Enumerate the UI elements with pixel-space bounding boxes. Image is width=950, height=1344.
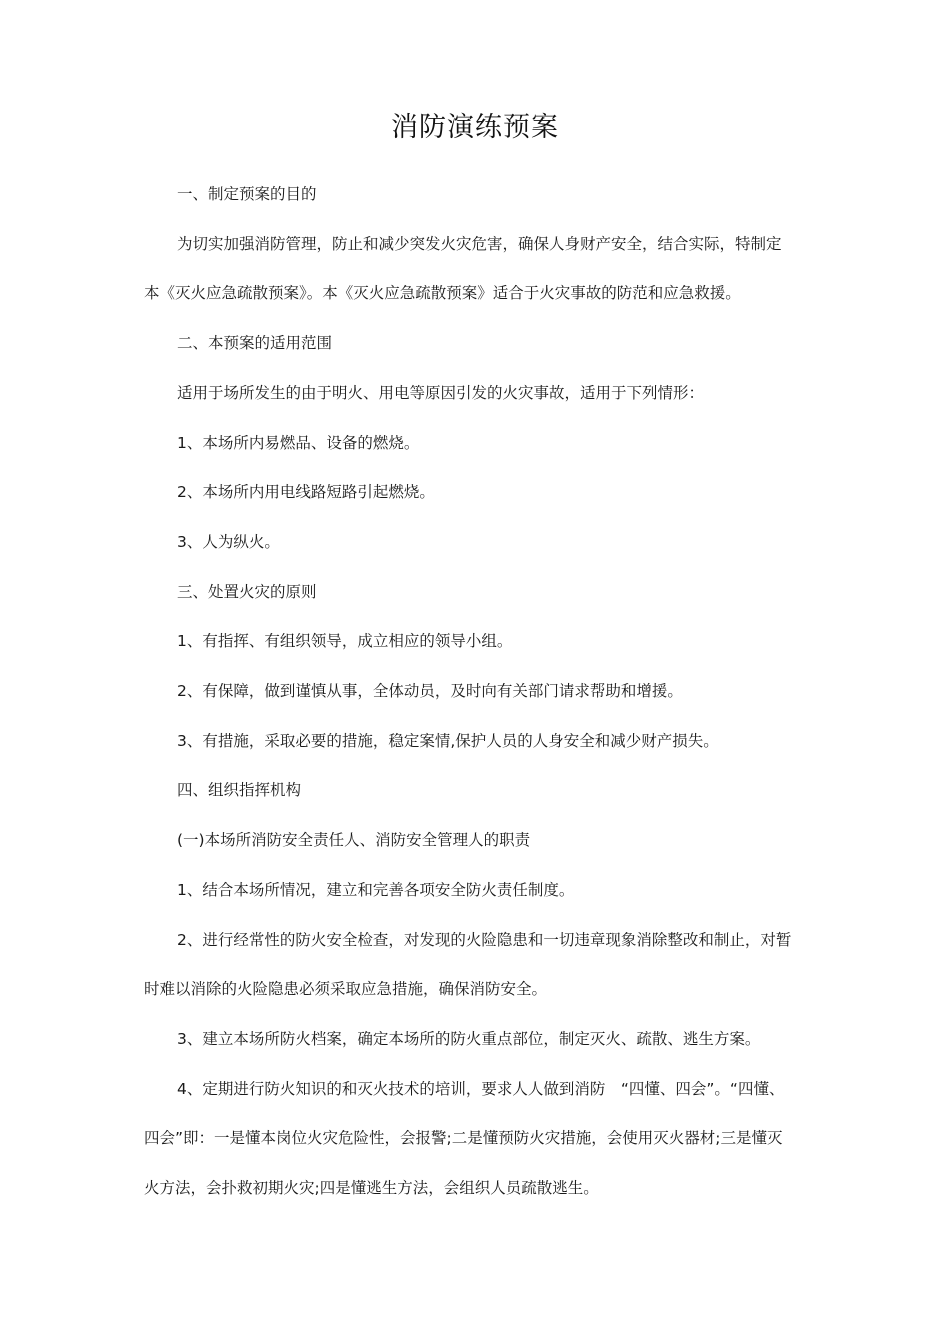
list-item: 1、结合本场所情况，建立和完善各项安全防火责任制度。 <box>177 880 575 899</box>
paragraph-line: 4、定期进行防火知识的和灭火技术的培训，要求人人做到消防 “四懂、四会”。“四懂、 <box>177 1079 785 1098</box>
document-title: 消防演练预案 <box>391 112 559 143</box>
list-item: 3、人为纵火。 <box>177 532 280 551</box>
list-item: 2、有保障，做到谨慎从事，全体动员，及时向有关部门请求帮助和增援。 <box>177 682 683 701</box>
section-heading-organization: 四、组织指挥机构 <box>177 781 302 800</box>
section-heading-principles: 三、处置火灾的原则 <box>177 582 317 601</box>
list-item: 1、有指挥、有组织领导，成立相应的领导小组。 <box>177 632 513 651</box>
section-heading-scope: 二、本预案的适用范围 <box>177 334 333 353</box>
list-item: 3、建立本场所防火档案，确定本场所的防火重点部位，制定灭火、疏散、逃生方案。 <box>177 1029 761 1048</box>
paragraph-line: 时难以消除的火险隐患必须采取应急措施，确保消防安全。 <box>144 980 548 999</box>
list-item: 3、有措施，采取必要的措施，稳定案情,保护人员的人身安全和减少财产损失。 <box>177 731 719 750</box>
paragraph-line: 2、进行经常性的防火安全检查，对发现的火险隐患和一切违章现象消除整改和制止，对暂 <box>177 930 792 949</box>
document-body <box>144 170 810 1214</box>
subsection-heading: (一)本场所消防安全责任人、消防安全管理人的职责 <box>177 831 531 850</box>
list-item: 1、本场所内易燃品、设备的燃烧。 <box>177 433 420 452</box>
paragraph-scope-intro: 适用于场所发生的由于明火、用电等原因引发的火灾事故，适用于下列情形： <box>177 383 705 402</box>
paragraph-purpose <box>144 220 810 319</box>
list-item: 2、本场所内用电线路短路引起燃烧。 <box>177 483 435 502</box>
list-item <box>144 916 810 1015</box>
list-item <box>144 1065 810 1214</box>
paragraph-line: 为切实加强消防管理，防止和减少突发火灾危害，确保人身财产安全，结合实际，特制定 <box>177 234 782 253</box>
paragraph-line: 火方法，会扑救初期火灾;四是懂逃生方法，会组织人员疏散逃生。 <box>144 1179 599 1198</box>
paragraph-line: 本《灭火应急疏散预案》。本《灭火应急疏散预案》适合于火灾事故的防范和应急救援。 <box>144 284 741 303</box>
section-heading-purpose: 一、制定预案的目的 <box>177 185 317 203</box>
paragraph-line: 四会”即：一是懂本岗位火灾危险性，会报警;二是懂预防火灾措施，会使用灭火器材;三是懂灭 <box>144 1129 783 1148</box>
